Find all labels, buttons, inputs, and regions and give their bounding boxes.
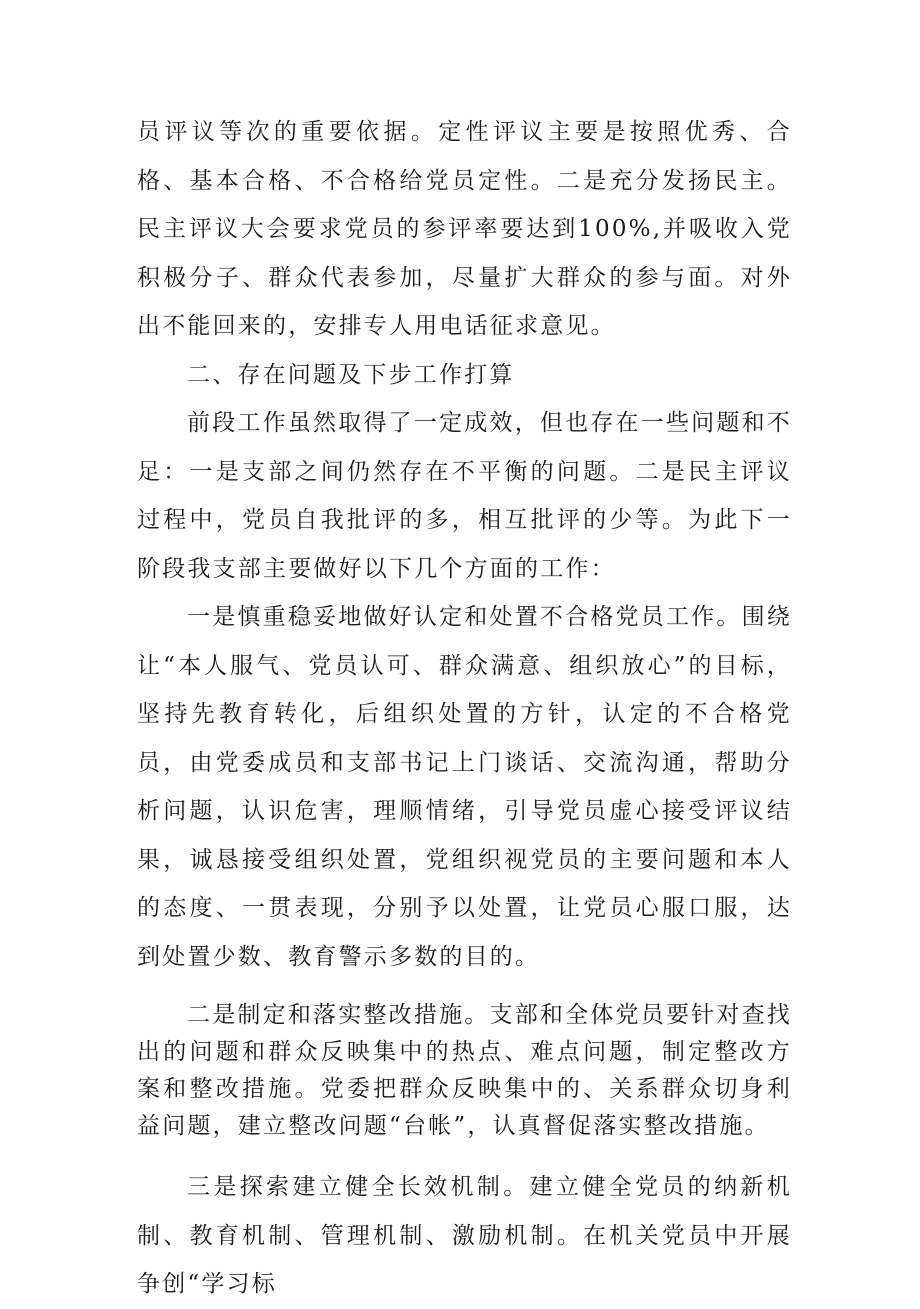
paragraph-continued: 员评议等次的重要依据。定性评议主要是按照优秀、合格、基本合格、不合格给党员定性。二是充分发扬民主。民主评议大会要求党员的参评率要达到100%,并吸收入党积极分子、群众代表参加，尽量扩大群众的参与面。对外出不能回来的，安排专人用电话征求意见。 — [137, 119, 792, 339]
paragraph-item-three: 三是探索建立健全长效机制。建立健全党员的纳新机制、教育机制、管理机制、激励机制。在机关党员中开展争创“学习标 — [137, 1174, 792, 1297]
document-body — [137, 108, 792, 1309]
section-heading: 二、存在问题及下步工作打算 — [187, 361, 515, 388]
paragraph-problems: 前段工作虽然取得了一定成效，但也存在一些问题和不足：一是支部之间仍然存在不平衡的问题。二是民主评议过程中，党员自我批评的多，相互批评的少等。为此下一阶段我支部主要做好以下几个方面的工作： — [137, 410, 792, 582]
paragraph-item-two: 二是制定和落实整改措施。支部和全体党员要针对查找出的问题和群众反映集中的热点、难点问题，制定整改方案和整改措施。党委把群众反映集中的、关系群众切身利益问题，建立整改问题“台帐”，认真督促落实整改措施。 — [137, 1002, 792, 1139]
paragraph-item-one: 一是慎重稳妥地做好认定和处置不合格党员工作。围绕让“本人服气、党员认可、群众满意、组织放心”的目标，坚持先教育转化，后组织处置的方针，认定的不合格党员，由党委成员和支部书记上门谈话、交流沟通，帮助分析问题，认识危害，理顺情绪，引导党员虚心接受评议结果，诚恳接受组织处置，党组织视党员的主要问题和本人的态度、一贯表现，分别予以处置，让党员心服口服，达到处置少数、教育警示多数的目的。 — [137, 604, 792, 970]
